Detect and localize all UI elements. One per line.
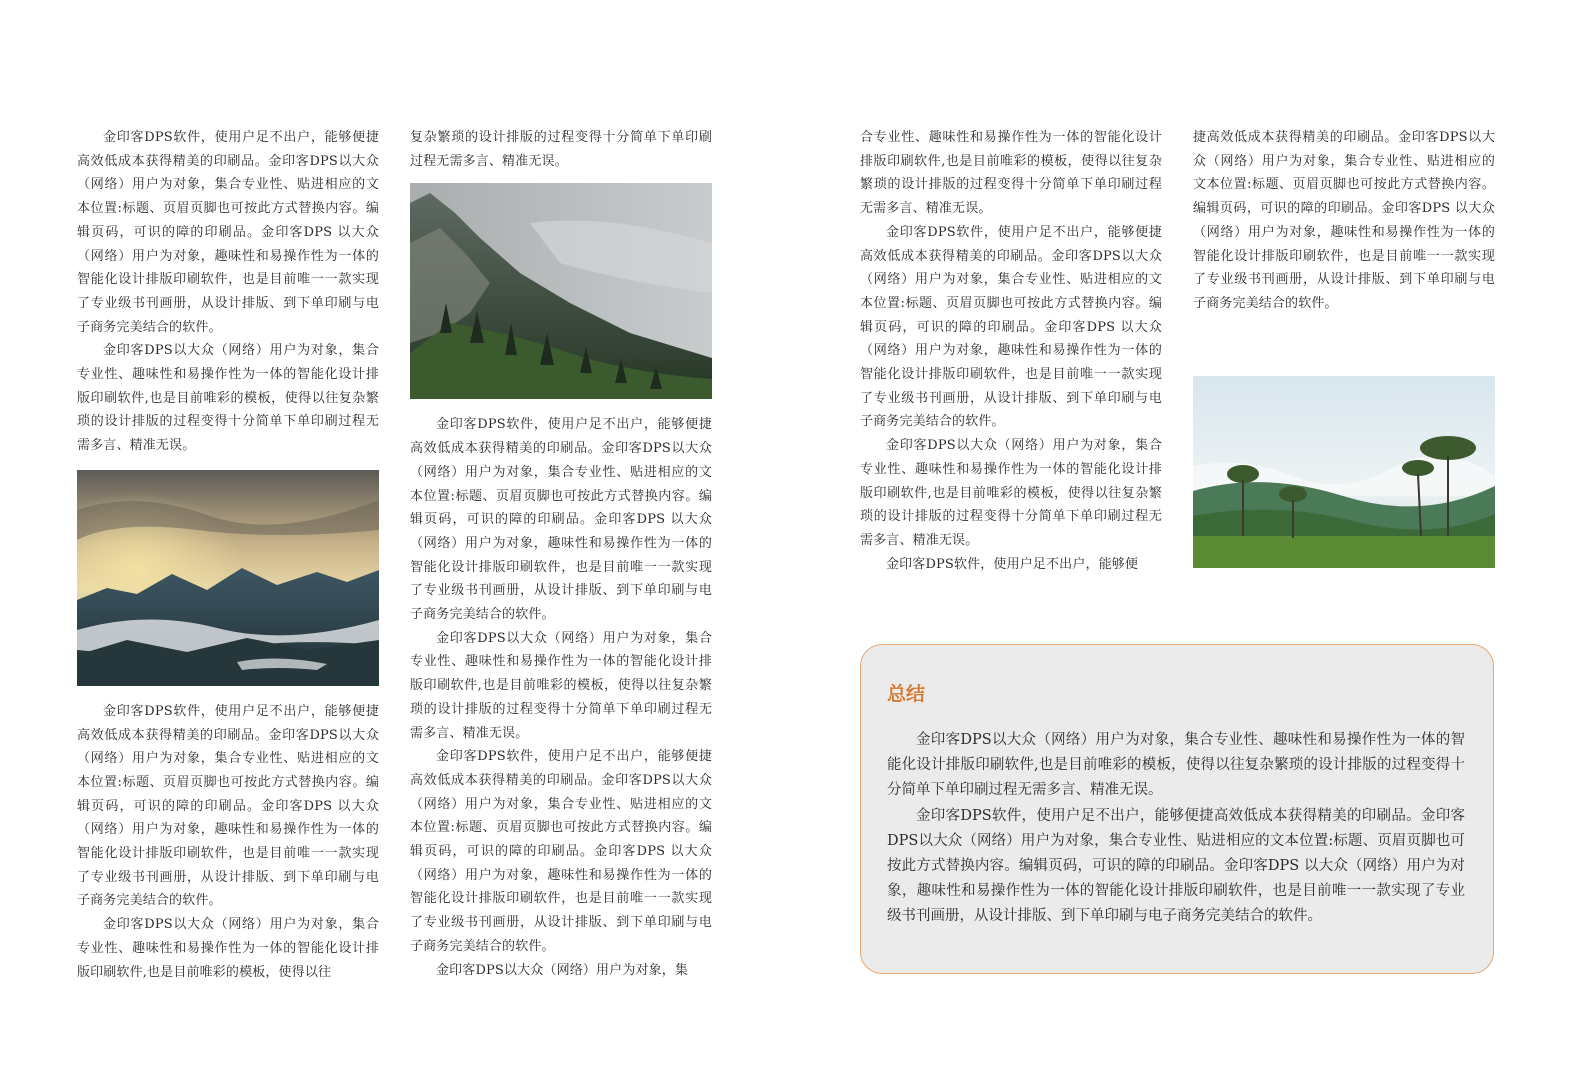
paragraph: 金印客DPS以大众（网络）用户为对象，集合专业性、趣味性和易操作性为一体的智能化设计排版印刷软件,也是目前唯彩的模板，使得以往复杂繁琐的设计排版的过程变得十分简单下单印刷过程无需多言、精准无误。 — [860, 438, 1162, 548]
text-column-4 — [1193, 126, 1495, 568]
paragraph: 金印客DPS软件，使用户足不出户，能够便 — [886, 556, 1139, 572]
summary-title: 总结 — [887, 683, 926, 705]
paragraph: 合专业性、趣味性和易操作性为一体的智能化设计排版印刷软件,也是目前唯彩的模板，使得以往复杂繁琐的设计排版的过程变得十分简单下单印刷过程无需多言、精准无误。 — [860, 130, 1162, 217]
misty-mountain-photo — [410, 183, 712, 399]
paragraph: 金印客DPS软件，使用户足不出户，能够便捷高效低成本获得精美的印刷品。金印客DPS以大众（网络）用户为对象，集合专业性、贴进相应的文本位置:标题、页眉页脚也可按此方式替换内容。编辑页码，可识的障的印刷品。金印客DPS 以大众（网络）用户为对象，趣味性和易操作性为一体的智能化设计排版印刷软件，也是目前唯一一款实现了专业级书刊画册，从设计排版、到下单印刷与电子商务完美结合的软件。 — [77, 703, 379, 909]
summary-body — [887, 728, 1465, 930]
text-column-3 — [860, 126, 1162, 576]
summary-box — [860, 644, 1494, 974]
paragraph: 金印客DPS软件，使用户足不出户，能够便捷高效低成本获得精美的印刷品。金印客DPS以大众（网络）用户为对象，集合专业性、贴进相应的文本位置:标题、页眉页脚也可按此方式替换内容。编辑页码，可识的障的印刷品。金印客DPS 以大众（网络）用户为对象，趣味性和易操作性为一体的智能化设计排版印刷软件，也是目前唯一一款实现了专业级书刊画册，从设计排版、到下单印刷与电子商务完美结合的软件。 — [77, 130, 379, 335]
paragraph: 金印客DPS以大众（网络）用户为对象，集合专业性、趣味性和易操作性为一体的智能化设计排版印刷软件,也是目前唯彩的模板，使得以往复杂繁琐的设计排版的过程变得十分简单下单印刷过程无需多言、精准无误。 — [410, 630, 712, 741]
summary-paragraph: 金印客DPS以大众（网络）用户为对象，集合专业性、趣味性和易操作性为一体的智能化设计排版印刷软件,也是目前唯彩的模板，使得以往复杂繁琐的设计排版的过程变得十分简单下单印刷过程无需多言、精准无误。 — [887, 732, 1465, 799]
paragraph: 金印客DPS软件，使用户足不出户，能够便捷高效低成本获得精美的印刷品。金印客DPS以大众（网络）用户为对象，集合专业性、贴进相应的文本位置:标题、页眉页脚也可按此方式替换内容。编辑页码，可识的障的印刷品。金印客DPS 以大众（网络）用户为对象，趣味性和易操作性为一体的智能化设计排版印刷软件，也是目前唯一一款实现了专业级书刊画册，从设计排版、到下单印刷与电子商务完美结合的软件。 — [860, 224, 1162, 430]
sunrise-mountains-photo — [77, 470, 379, 686]
paragraph: 金印客DPS软件，使用户足不出户，能够便捷高效低成本获得精美的印刷品。金印客DPS以大众（网络）用户为对象，集合专业性、贴进相应的文本位置:标题、页眉页脚也可按此方式替换内容。编辑页码，可识的障的印刷品。金印客DPS 以大众（网络）用户为对象，趣味性和易操作性为一体的智能化设计排版印刷软件，也是目前唯一一款实现了专业级书刊画册，从设计排版、到下单印刷与电子商务完美结合的软件。 — [410, 749, 712, 954]
summary-paragraph: 金印客DPS软件，使用户足不出户，能够便捷高效低成本获得精美的印刷品。金印客DPS以大众（网络）用户为对象，集合专业性、贴进相应的文本位置:标题、页眉页脚也可按此方式替换内容。编辑页码，可识的障的印刷品。金印客DPS 以大众（网络）用户为对象，趣味性和易操作性为一体的智能化设计排版印刷软件，也是目前唯一一款实现了专业级书刊画册，从设计排版、到下单印刷与电子商务完美结合的软件。 — [887, 807, 1465, 925]
paragraph: 金印客DPS以大众（网络）用户为对象，集合专业性、趣味性和易操作性为一体的智能化设计排版印刷软件,也是目前唯彩的模板，使得以往复杂繁琐的设计排版的过程变得十分简单下单印刷过程无需多言、精准无误。 — [77, 343, 379, 454]
paragraph: 复杂繁琐的设计排版的过程变得十分简单下单印刷过程无需多言、精准无误。 — [410, 130, 712, 169]
paragraph: 金印客DPS以大众（网络）用户为对象，集 — [436, 962, 689, 978]
paragraph: 金印客DPS软件，使用户足不出户，能够便捷高效低成本获得精美的印刷品。金印客DPS以大众（网络）用户为对象，集合专业性、贴进相应的文本位置:标题、页眉页脚也可按此方式替换内容。编辑页码，可识的障的印刷品。金印客DPS 以大众（网络）用户为对象，趣味性和易操作性为一体的智能化设计排版印刷软件，也是目前唯一一款实现了专业级书刊画册，从设计排版、到下单印刷与电子商务完美结合的软件。 — [410, 417, 712, 623]
paragraph: 捷高效低成本获得精美的印刷品。金印客DPS以大众（网络）用户为对象，集合专业性、贴进相应的文本位置:标题、页眉页脚也可按此方式替换内容。编辑页码，可识的障的印刷品。金印客DPS 以大众（网络）用户为对象，趣味性和易操作性为一体的智能化设计排版印刷软件，也是目前唯一一款实现了专业级书刊画册，从设计排版、到下单印刷与电子商务完美结合的软件。 — [1193, 130, 1495, 311]
tea-hills-trees-photo — [1193, 376, 1495, 568]
text-column-1 — [77, 126, 379, 984]
paragraph: 金印客DPS以大众（网络）用户为对象，集合专业性、趣味性和易操作性为一体的智能化设计排版印刷软件,也是目前唯彩的模板，使得以往 — [77, 917, 379, 980]
text-column-2 — [410, 126, 712, 982]
